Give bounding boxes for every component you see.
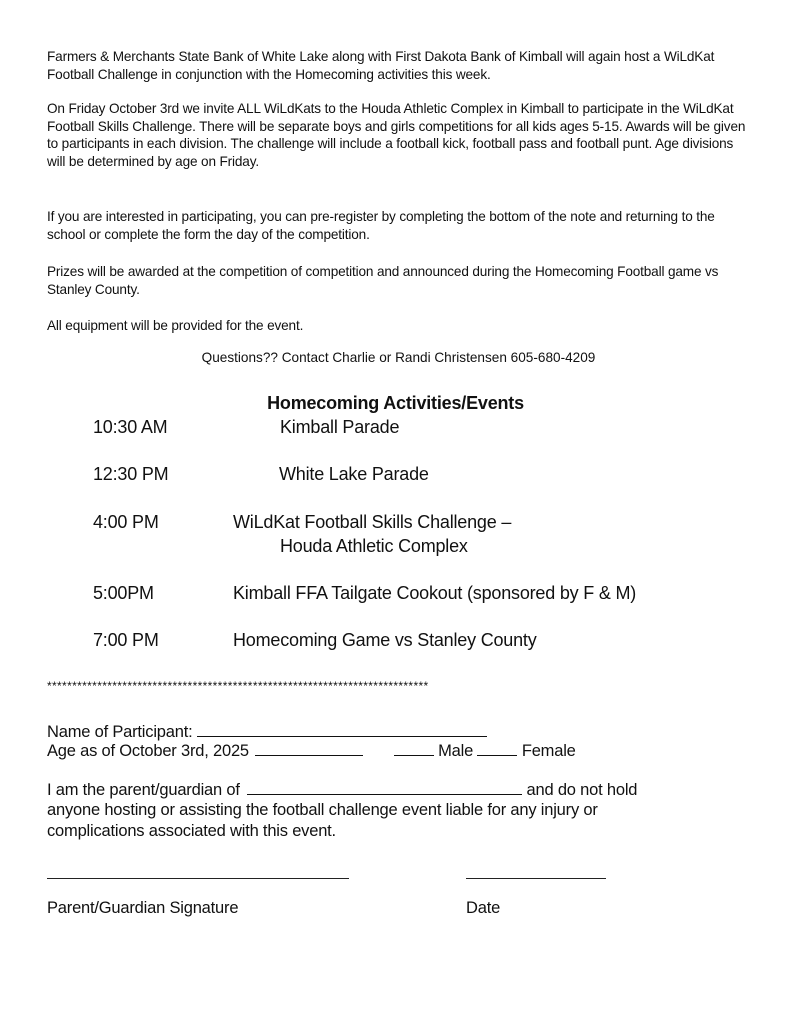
participant-name-field[interactable] <box>197 722 487 737</box>
guardian-row <box>47 780 637 800</box>
intro-paragraph-5: All equipment will be provided for the event. <box>47 318 304 333</box>
participant-name-label: Name of Participant: <box>47 723 193 741</box>
event-time: 7:00 PM <box>93 630 159 650</box>
event-name: WiLdKat Football Skills Challenge – <box>233 512 512 532</box>
intro-paragraph-4: Prizes will be awarded at the competition of competition and announced during the Homecoming Football game vs Stanley County. <box>47 264 719 297</box>
male-field[interactable] <box>394 741 434 756</box>
waiver-line-3: complications associated with this event. <box>47 822 336 840</box>
event-time: 4:00 PM <box>93 512 159 532</box>
female-field[interactable] <box>477 741 517 756</box>
signature-field[interactable] <box>47 878 349 879</box>
event-name: Kimball FFA Tailgate Cookout (sponsored by F & M) <box>233 583 637 603</box>
contact-line: Questions?? Contact Charlie or Randi Christensen 605-680-4209 <box>201 350 596 365</box>
male-label: Male <box>438 742 474 760</box>
event-time: 5:00PM <box>93 583 154 603</box>
intro-paragraph-2: On Friday October 3rd we invite ALL WiLdKats to the Houda Athletic Complex in Kimball to participate in the WiLdKat Football Skills Challenge. There will be separate boys and girls competitions for all kids ages 5-15. Awards will be given to participants in each division. The challenge will include a football kick, football pass and football punt. Age divisions will be determined by age on Friday. <box>47 101 746 169</box>
event-name-line2: Houda Athletic Complex <box>280 536 468 556</box>
female-label: Female <box>521 742 576 760</box>
guardian-child-field[interactable] <box>247 780 522 795</box>
guardian-prefix: I am the parent/guardian of <box>47 781 240 799</box>
participant-name-row <box>47 722 487 742</box>
signature-label: Parent/Guardian Signature <box>47 899 239 917</box>
date-label: Date <box>466 899 501 917</box>
event-time: 12:30 PM <box>93 464 169 484</box>
schedule-title: Homecoming Activities/Events <box>267 393 524 413</box>
age-field[interactable] <box>255 741 363 756</box>
intro-paragraph-1: Farmers & Merchants State Bank of White Lake along with First Dakota Bank of Kimball will again host a WiLdKat Football Challenge in conjunction with the Homecoming activities this week. <box>47 49 715 82</box>
intro-paragraph-3: If you are interested in participating, you can pre-register by completing the bottom of the note and returning to the school or complete the form the day of the competition. <box>47 209 715 242</box>
event-name: White Lake Parade <box>279 464 429 484</box>
divider-asterisks: **************************************************************************** <box>47 679 429 693</box>
age-gender-row <box>47 741 576 761</box>
guardian-suffix: and do not hold <box>526 781 638 799</box>
event-name: Kimball Parade <box>280 417 400 437</box>
event-name: Homecoming Game vs Stanley County <box>233 630 537 650</box>
date-field[interactable] <box>466 878 606 879</box>
event-time: 10:30 AM <box>93 417 168 437</box>
age-label: Age as of October 3rd, 2025 <box>47 742 249 760</box>
waiver-line-2: anyone hosting or assisting the football challenge event liable for any injury or <box>47 801 598 819</box>
